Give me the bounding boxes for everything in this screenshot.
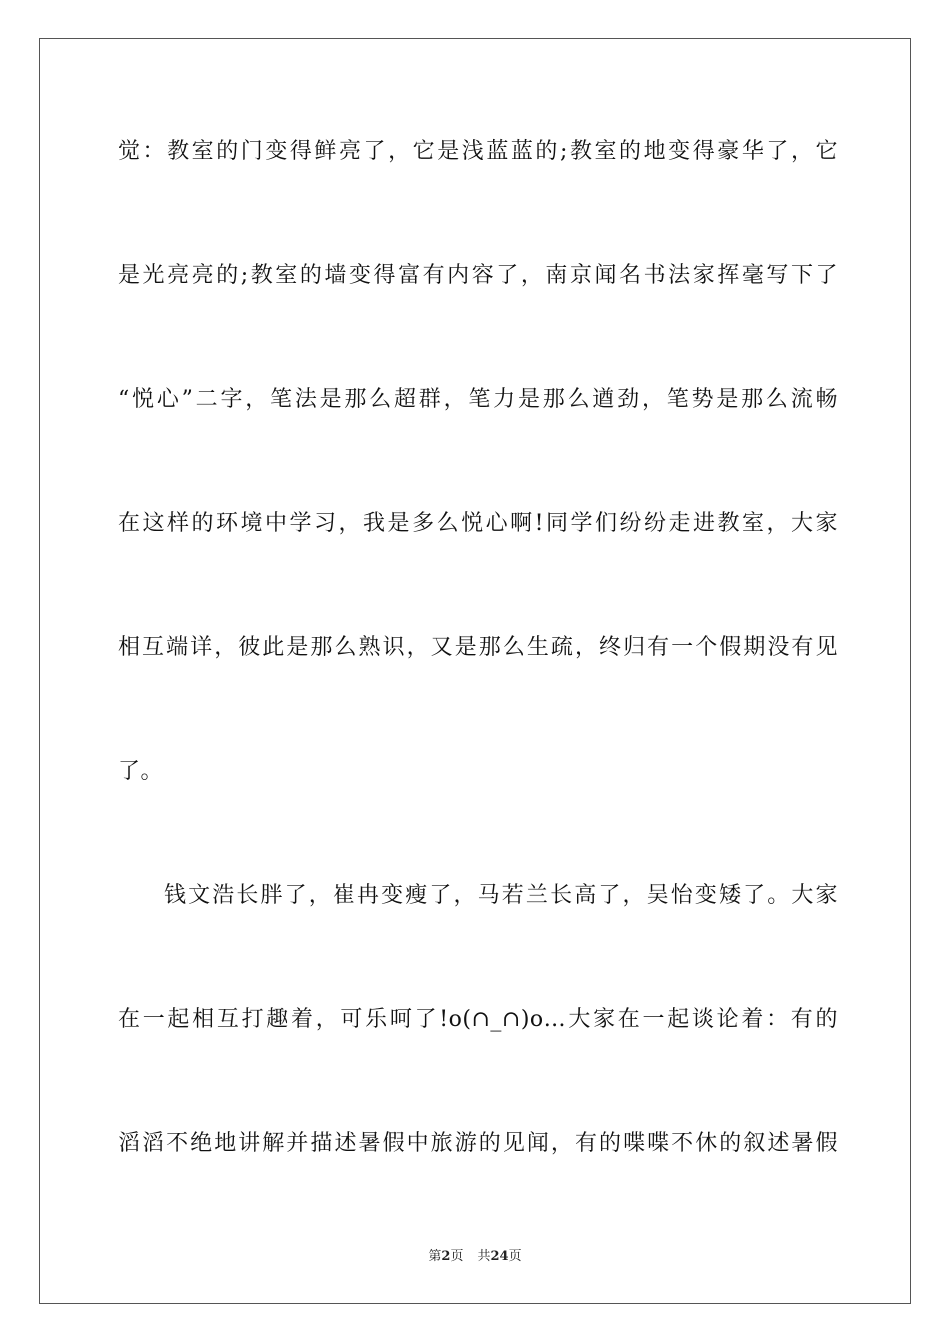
body-line-1: 觉：教室的门变得鲜亮了，它是浅蓝蓝的;教室的地变得豪华了，它 xyxy=(118,139,838,164)
body-line-7: 钱文浩长胖了，崔冉变瘦了，马若兰长高了，吴怡变矮了。大家 xyxy=(164,883,838,908)
footer-total-prefix: 共 xyxy=(477,1249,491,1264)
body-line-4: 在这样的环境中学习，我是多么悦心啊!同学们纷纷走进教室，大家 xyxy=(118,511,838,536)
body-line-5: 相互端详，彼此是那么熟识，又是那么生疏，终归有一个假期没有见 xyxy=(118,635,838,660)
body-line-3: “悦心”二字，笔法是那么超群，笔力是那么遒劲，笔势是那么流畅 xyxy=(118,387,838,412)
page-frame xyxy=(39,38,911,1304)
footer-page-number: 2 xyxy=(441,1249,451,1264)
footer-page-suffix: 页 xyxy=(450,1249,464,1264)
body-line-2: 是光亮亮的;教室的墙变得富有内容了，南京闻名书法家挥毫写下了 xyxy=(118,263,838,288)
footer-total-pages: 24 xyxy=(490,1249,509,1264)
body-line-9: 滔滔不绝地讲解并描述暑假中旅游的见闻，有的喋喋不休的叙述暑假 xyxy=(118,1131,838,1156)
body-line-6: 了。 xyxy=(118,759,164,784)
body-line-8: 在一起相互打趣着，可乐呵了!o(∩_∩)o…大家在一起谈论着：有的 xyxy=(118,1007,838,1032)
page-footer xyxy=(0,1249,950,1265)
footer-page-prefix: 第 xyxy=(428,1249,442,1264)
footer-total-suffix: 页 xyxy=(508,1249,522,1264)
